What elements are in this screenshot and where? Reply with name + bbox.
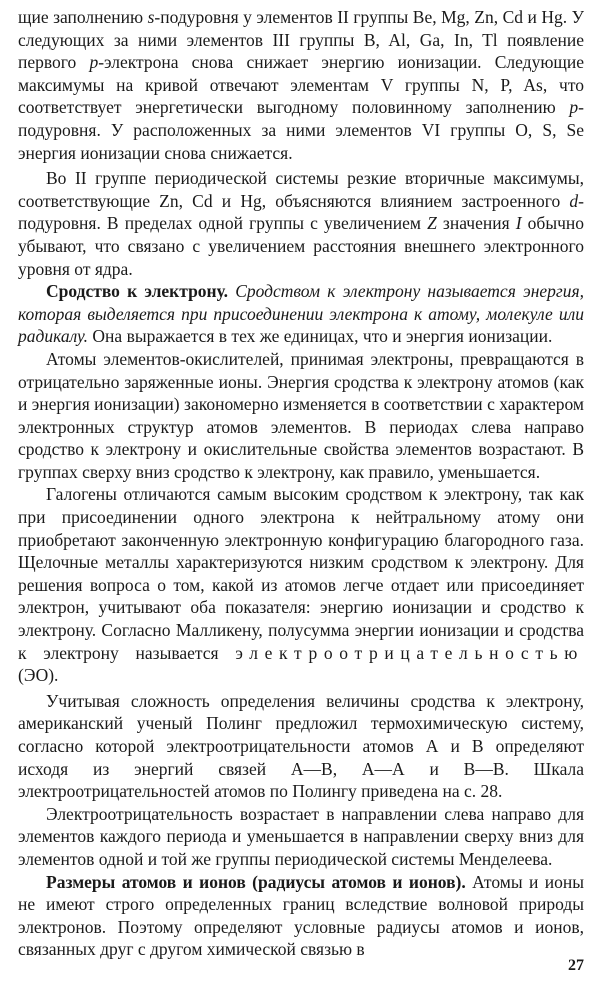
text-run: значения bbox=[436, 213, 516, 234]
text-run: Атомы и ионы не имеют строго определенных границ вследствие волновой природы электронов. Поэтому определяют условные радиусы атомов и ионов, связанных друг с другом химической связью в bbox=[18, 871, 584, 960]
text-run: Галогены отличаются самым высоким сродством к электрону, так как при присоединении одного электрона к нейтральному атому они приобретают законченную электронную конфигурацию благородного газа. Щелочные металлы характеризуются низким сродством к электрону. Для решения вопроса о том, какой из атомов легче отдает или присоединяет электрон, учитывают оба показателя: энергию ионизации и сродство к электрону. Согласно Малликену, полусумма энергии ионизации и сродства к электрону называется bbox=[18, 484, 584, 663]
text-run: -подуровня у элементов II группы Be, Mg, Zn, Cd и Hg. У следующих за ними элементов III группы B, Al, Ga, In, Tl появление первого bbox=[18, 7, 584, 73]
paragraph bbox=[18, 348, 584, 484]
section-electron-affinity bbox=[18, 280, 584, 348]
italic-text: d bbox=[569, 190, 579, 211]
paragraph bbox=[18, 6, 584, 164]
italic-text: I bbox=[515, 213, 522, 234]
text-run: -электрона снова снижает энергию ионизации. Следующие максимумы на кривой отвечают элементам V группы N, P, As, что соответствует энергетически выгодному половинному заполнению bbox=[18, 52, 584, 118]
bold-heading: Сродство к электрону. bbox=[46, 281, 229, 302]
italic-text: Z bbox=[427, 213, 437, 234]
section-atom-ion-sizes bbox=[18, 871, 584, 961]
text-run: Атомы элементов-окислителей, принимая электроны, превращаются в отрицательно заряженные ионы. Энергия сродства к электрону атомов (как и энергия ионизации) закономерно изменяется в соответствии с характером электронных структур атомов элементов. В периодах слева направо сродство к электрону и окислительные свойства элементов возрастают. В группах сверху вниз сродство к электрону, как правило, уменьшается. bbox=[18, 348, 584, 482]
paragraph bbox=[18, 803, 584, 871]
italic-text: Сродством к электрону называется энергия, которая выделяется при присоединении электрона к атому, молекуле или радикалу. bbox=[18, 281, 585, 347]
text-run: (ЭО). bbox=[18, 665, 59, 686]
italic-text: p bbox=[89, 52, 99, 73]
spaced-term: электроотрицательностью bbox=[235, 642, 584, 663]
paragraph bbox=[18, 483, 584, 686]
page-text bbox=[18, 6, 584, 961]
text-run: щие заполнению bbox=[18, 7, 148, 27]
text-run: Учитывая сложность определения величины сродства к электрону, американский ученый Полинг предложил термохимическую систему, согласно которой электроотрицательности атомов А и В определяют исходя из энергий связей А—В, А—А и В—В. Шкала электроотрицательностей атомов по Полингу приведена на с. 28. bbox=[18, 690, 584, 802]
text-run: Она выражается в тех же единицах, что и энергия ионизации. bbox=[88, 326, 553, 347]
text-run: -подуровня. В пределах одной группы с увеличением bbox=[18, 190, 584, 234]
paragraph bbox=[18, 690, 584, 803]
italic-text: s bbox=[147, 7, 155, 27]
text-run: -подуровня. У расположенных за ними элементов VI группы O, S, Se энергия ионизации снова снижается. bbox=[18, 97, 584, 163]
page-number: 27 bbox=[568, 957, 584, 974]
paragraph bbox=[18, 167, 584, 280]
italic-text: p bbox=[569, 97, 579, 118]
text-run: Во II группе периодической системы резкие вторичные максимумы, соответствующие Zn, Cd и Hg, объясняются влиянием застроенного bbox=[18, 168, 584, 211]
bold-heading: Размеры атомов и ионов (радиусы атомов и ионов). bbox=[46, 871, 466, 892]
text-run: обычно убывают, что связано с увеличением расстояния внешнего электронного уровня от ядра. bbox=[18, 213, 584, 279]
text-run: Электроотрицательность возрастает в направлении слева направо для элементов каждого периода и уменьшается в направлении сверху вниз для элементов одной и той же группы периодической системы Менделеева. bbox=[18, 803, 584, 869]
